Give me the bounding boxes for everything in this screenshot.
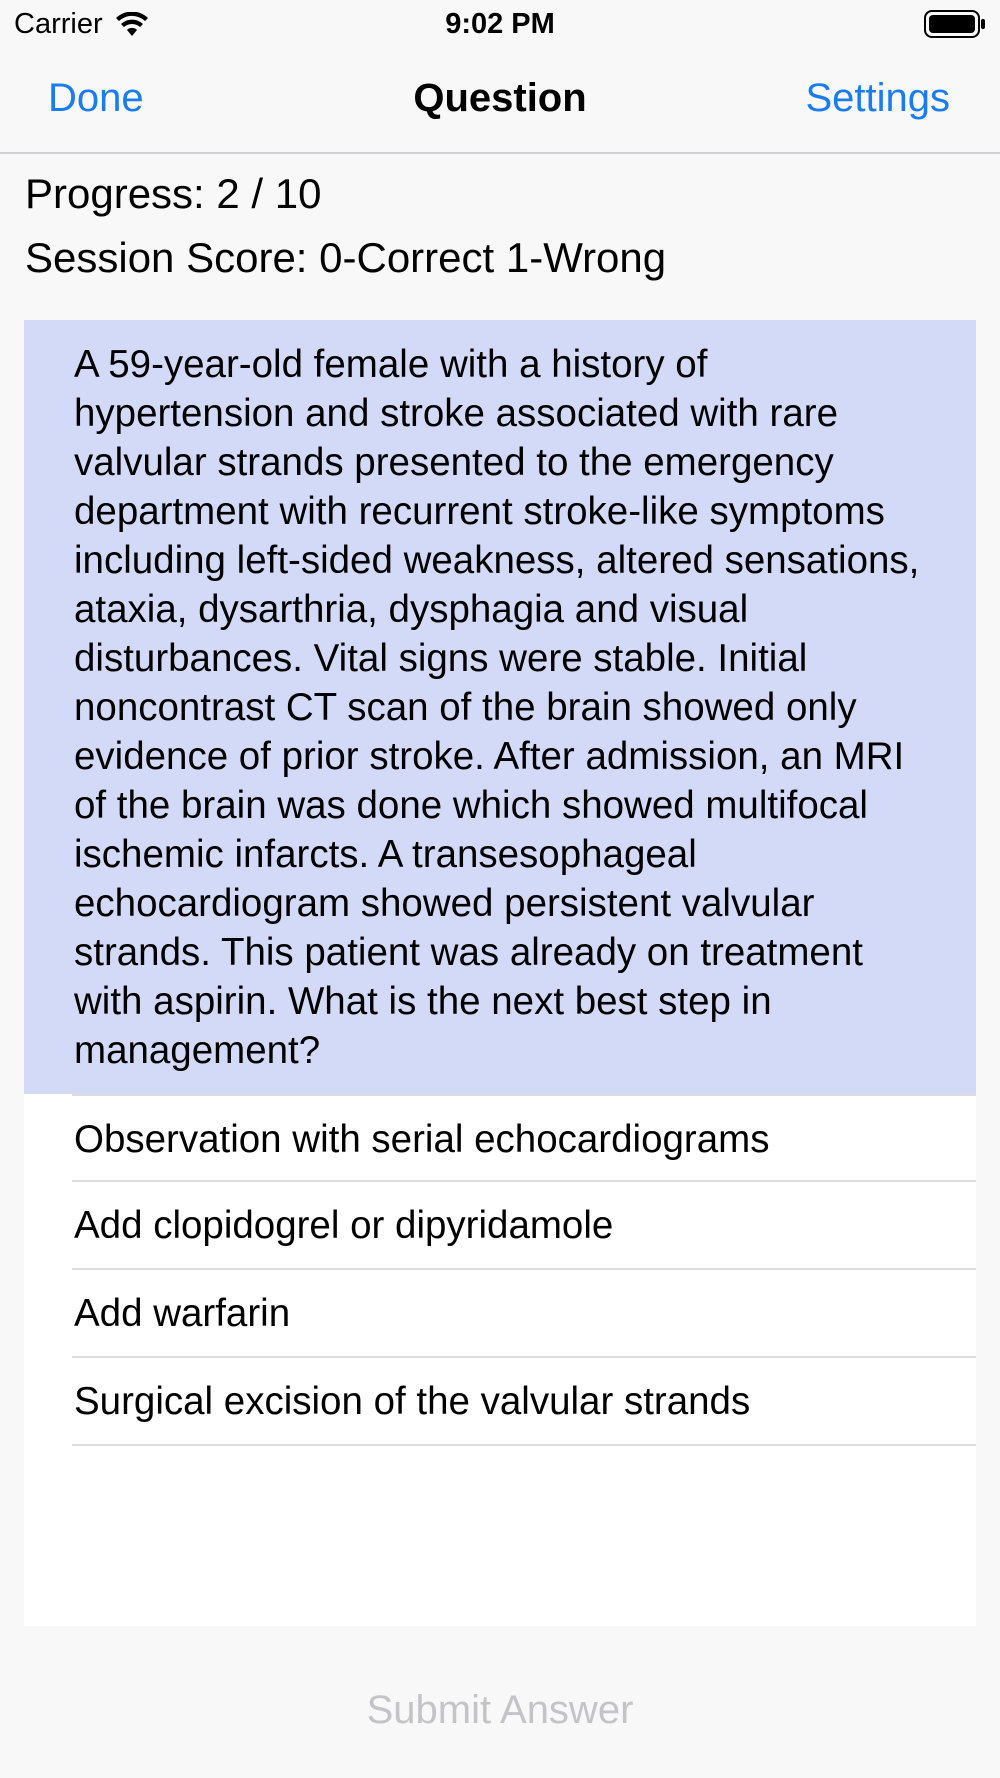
progress-label: Progress: 2 / 10 [25,170,322,217]
question-panel [24,320,976,1626]
answer-choice-1[interactable]: Observation with serial echocardiograms [72,1094,976,1182]
question-text: A 59-year-old female with a history of hypertension and stroke associated with rare valvular strands presented to the emergency department with recurrent stroke-like symptoms including left-sided weakness, altered sensations, ataxia, dysarthria, dysphagia and visual disturbances. Vital signs were stable. Initial noncontrast CT scan of the brain showed only evidence of prior stroke. After admission, an MRI of the brain was done which showed multifocal ischemic infarcts. A transesophageal echocardiogram showed persistent valvular strands. This patient was already on treatment with aspirin. What is the next best step in management? [24,320,976,1094]
answer-choice-4[interactable]: Surgical excision of the valvular strands [72,1358,976,1446]
done-button[interactable]: Done [48,76,144,120]
status-bar [0,0,1000,50]
session-score-label: Session Score: 0-Correct 1-Wrong [25,234,667,281]
navigation-bar [0,50,1000,154]
page-title: Question [413,76,587,120]
carrier-label: Carrier [14,8,103,40]
battery-icon [924,10,986,38]
settings-button[interactable]: Settings [805,76,950,120]
submit-answer-button[interactable]: Submit Answer [366,1688,634,1732]
status-time: 9:02 PM [445,8,555,40]
answer-choice-3[interactable]: Add warfarin [72,1270,976,1358]
answer-list [24,1094,976,1446]
answer-choice-2[interactable]: Add clopidogrel or dipyridamole [72,1182,976,1270]
